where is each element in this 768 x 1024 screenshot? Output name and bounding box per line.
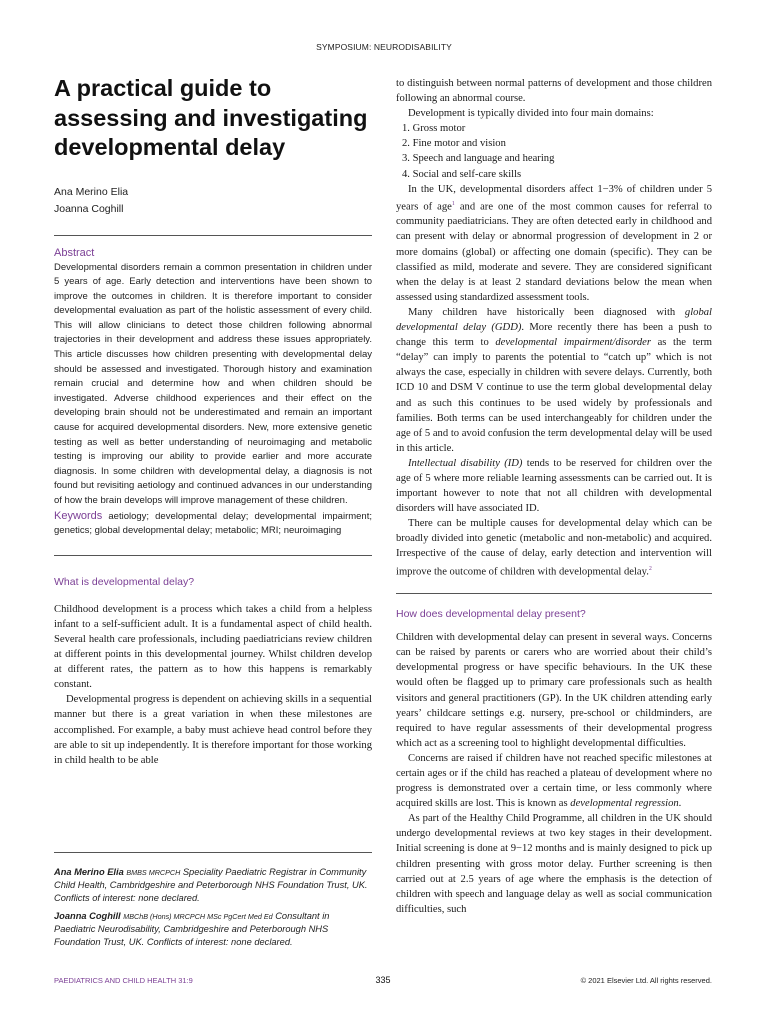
keywords-label: Keywords: [54, 509, 103, 522]
divider: [54, 852, 372, 853]
article-title: A practical guide to assessing and investigating developmental delay: [54, 75, 368, 160]
text-span: . More recently there has been a push to change this term to: [396, 322, 712, 349]
copyright: © 2021 Elsevier Ltd. All rights reserved.: [580, 976, 712, 985]
body-paragraph: [396, 516, 712, 579]
divider: [54, 235, 372, 236]
text-span: There can be multiple causes for developmental delay which can be broadly divided into genetic (metabolic and non-metabolic) and acquired. Irrespective of the cause of delay, early detection and intervention will improve the outcome of children with developmental delay.: [396, 518, 712, 578]
emphasis: global developmental delay (GDD): [396, 306, 712, 334]
left-column: [54, 74, 372, 768]
list-item: 1. Gross motor: [402, 123, 466, 135]
bio-qualifications: MBChB (Hons) MRCPCH MSc PgCert Med Ed: [123, 912, 273, 921]
divider: [396, 593, 712, 594]
body-paragraph: [396, 456, 712, 516]
body-paragraph: Developmental progress is dependent on achieving skills in a sequential manner but there is a great variation in when these milestones are accomplished. For example, a baby must achieve head control before they are able to sit up independently. It is therefore important for those working in child health to be able: [54, 694, 372, 766]
section-heading: What is developmental delay?: [54, 575, 195, 588]
section-heading: How does developmental delay present?: [396, 608, 586, 621]
emphasis: developmental regression: [570, 798, 679, 810]
text-span: Concerns are raised if children have not reached specific milestones at certain ages or if the child has reached a plateau of development where no progress is demonstrated over a certain time, or less commonly where acquired skills are lost. This is known as: [396, 752, 712, 810]
abstract-text: Developmental disorders remain a common presentation in children under 5 years of age. Early detection and interventions have been shown to improve the outcomes in children. It is therefore important to consider developmental evaluation as part of the holistic assessment of every child. This will allow clinicians to detect those children following abnormal trajectories in their development and address these issues appropriately. This article discusses how children presenting with developmental delay should be assessed and investigated. Thorough history and examination remain crucial and determine how and when children should be investigated. Adverse childhood experiences and their effect on the developing brain should not be underestimated and remain an important cause for acquired developmental disorders. New, more extensive genetic testing as well as better understanding of neuroimaging and metabolic testing is improving our ability to provide earlier and more accurate diagnosis. In some children with developmental delay, a diagnosis is not found but revisiting aetiology and continued advances in our understanding of how the brain develops will improve management of these children.: [54, 261, 372, 506]
body-paragraph: Childhood development is a process which takes a child from a helpless infant to a self-sufficient adult. It is a fundamental aspect of child health. Several health care professionals, including paediatricians review children at different points in this developmental journey. Whilst children develop at different rates, the pattern as to how this happens is remarkably constant.: [54, 603, 372, 691]
bio-name: Joanna Coghill: [54, 911, 121, 921]
citation-link[interactable]: 1: [451, 200, 455, 207]
bio-text: Consultant in Paediatric Neurodisability, Cambridgeshire and Peterborough NHS Foundation Trust, UK. Conflicts of interest: none declared.: [54, 911, 330, 948]
list-item: 2. Fine motor and vision: [402, 138, 506, 150]
domain-list: [396, 121, 712, 181]
bio-name: Ana Merino Elia: [54, 867, 124, 877]
body-paragraph: to distinguish between normal patterns of development and those children following an abnormal course.: [396, 78, 712, 105]
emphasis: Intellectual disability (ID): [408, 457, 523, 469]
keywords: [54, 509, 372, 539]
bio-qualifications: BMBS MRCPCH: [126, 868, 181, 877]
author-name: Ana Merino Elia: [54, 185, 129, 198]
keywords-text: aetiology; developmental delay; developmental impairment; genetics; global developmental delay; metabolic; MRI; neuroimaging: [54, 510, 372, 537]
author-name: Joanna Coghill: [54, 202, 124, 215]
author-bio: [54, 910, 372, 950]
bio-text: Speciality Paediatric Registrar in Community Child Health, Cambridgeshire and Peterborough NHS Foundation Trust, UK. Conflicts of interest: none declared.: [54, 867, 368, 904]
list-item: 3. Speech and language and hearing: [402, 153, 555, 165]
text-span: and are one of the most common causes for referral to community paediatricians. They are often detected early in childhood and can present with delay or abnormal progression of development in 2 or more domains (global) or affecting one domain (specific). They can be classified as mild, moderate and severe. They are considered significant when the delay is at least 2 standard deviations below the mean when assessed using standardized assessment tools.: [396, 201, 712, 303]
journal-name: PAEDIATRICS AND CHILD HEALTH 31:9: [54, 976, 193, 985]
text-span: as the term “delay” can imply to parents the potential to “catch up” which is not always the case, especially in children with severe delays. Currently, both ICD 10 and DSM V continue to use the term global developmental delay and as such this continues to be used widely by professionals and families. Both terms can be used interchangeably for children under the age of 5 and to avoid confusion the term developmental delay will be used in this article.: [396, 337, 712, 454]
text-span: Many children have historically been diagnosed with: [408, 306, 685, 318]
text-span: tends to be reserved for children over the age of 5 where more reliable learning assessments can be carried out. It is important however to note that not all children with developmental disorders will have associated ID.: [396, 457, 712, 515]
list-item: 4. Social and self-care skills: [402, 168, 522, 180]
text-span: .: [678, 798, 682, 810]
author-bio: [54, 866, 372, 906]
body-paragraph: Children with developmental delay can present in several ways. Concerns can be raised by parents or carers who are worried about their child’s developmental progress or have specific behaviours. In the UK these would often be flagged up to primary care professionals such as health visitors and general practitioners (GP). In the UK children attending early years’ childcare settings e.g. nursery, pre-school or childminders, are required to have regular assessments of their developmental progress which act as a screening tool to highlight developmental difficulties.: [396, 632, 712, 749]
divider: [54, 555, 372, 556]
right-column: [396, 76, 712, 917]
body-paragraph: Development is typically divided into four main domains:: [408, 108, 654, 120]
page-number: 335: [375, 975, 391, 985]
body-paragraph: [396, 751, 712, 811]
running-header: SYMPOSIUM: NEURODISABILITY: [316, 42, 452, 52]
body-paragraph: [396, 305, 712, 456]
emphasis: developmental impairment/disorder: [495, 337, 652, 349]
body-paragraph: As part of the Healthy Child Programme, all children in the UK should undergo developmental reviews at two key stages in their development. Initial screening is done at 9−12 months and is mainly designed to pick up children presenting with gross motor delay. Further screening is then carried out at 2.5 years of age where the emphasis is the detection of children with speech and language delay as well as social communication difficulties, such: [396, 813, 712, 915]
body-paragraph: [396, 182, 712, 305]
citation-link[interactable]: 2: [648, 565, 652, 572]
text-span: In the UK, developmental disorders affect 1−3% of children under 5 years of age: [396, 183, 712, 213]
abstract-heading: Abstract: [54, 246, 95, 259]
